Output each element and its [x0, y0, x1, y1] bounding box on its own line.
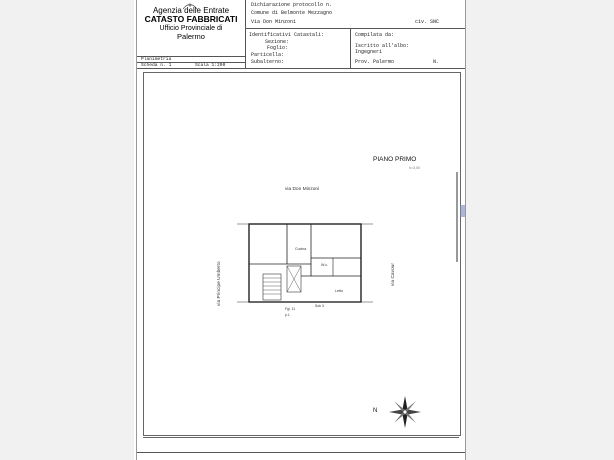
floor-label: PIANO PRIMO [373, 156, 417, 163]
dichiarazione-label: Dichiarazione protocollo n. [251, 2, 333, 8]
floor-plan-drawing [237, 214, 377, 314]
room-letto: Letto [335, 289, 343, 293]
sezione-label: Sezione: [265, 39, 290, 45]
frame-bottom-line [143, 437, 459, 438]
street-right-label: via Cavour [391, 263, 396, 286]
subalterno-label: Subalterno: [251, 59, 285, 65]
header-grid [137, 0, 465, 69]
scheda-label: Scheda n. 1 [141, 63, 172, 68]
particella-label: Particella: [251, 52, 285, 58]
n-label: N. [433, 59, 440, 65]
edge-marker [456, 172, 458, 262]
north-label: N [373, 408, 378, 414]
floor-height-label: h=3,00 [409, 166, 420, 170]
page-bottom-line [137, 452, 465, 453]
comune-label: Comune di Belmonte Mezzagno [251, 10, 333, 16]
iscritto-label: Iscritto all'albo: [355, 43, 410, 49]
via-label: Via Don Minzoni [251, 19, 297, 25]
right-background [464, 0, 614, 460]
identificativi-label: Identificativi Catastali: [249, 32, 325, 38]
agency-block [141, 6, 241, 42]
compilata-label: Compilata da: [355, 32, 395, 38]
header-divider [245, 28, 465, 29]
foot-note-2: Sub 3 [315, 304, 324, 308]
agency-name: Agenzia delle Entrate [152, 6, 230, 15]
foot-note-1: Fgl. 11 [285, 307, 296, 311]
compass-rose-icon [387, 394, 423, 430]
room-cucina: Cucina [295, 247, 307, 251]
planimetria-label: Planimetria [141, 57, 172, 62]
scala-label: Scala 1:200 [195, 63, 226, 68]
edge-stamp [460, 205, 465, 217]
header-divider [350, 28, 351, 68]
catasto-title: CATASTO FABBRICATI [144, 14, 238, 25]
street-left-label: via Principe Umberto [217, 261, 222, 306]
foot-note-3: p.1 [285, 313, 290, 317]
room-wc: W.c. [321, 263, 328, 267]
foglio-label: Foglio: [267, 45, 289, 51]
cadastral-sheet [136, 0, 466, 460]
city-label: Palermo [177, 32, 205, 41]
prov-label: Prov. Palermo [355, 59, 395, 65]
civico-label: civ. SNC [415, 19, 440, 25]
ingegneri-label: Ingegneri [355, 49, 383, 55]
header-divider [245, 0, 246, 68]
left-background [0, 0, 134, 460]
street-top-label: via Don Minzoni [285, 187, 320, 192]
ufficio-label: Ufficio Provinciale di [159, 24, 223, 32]
